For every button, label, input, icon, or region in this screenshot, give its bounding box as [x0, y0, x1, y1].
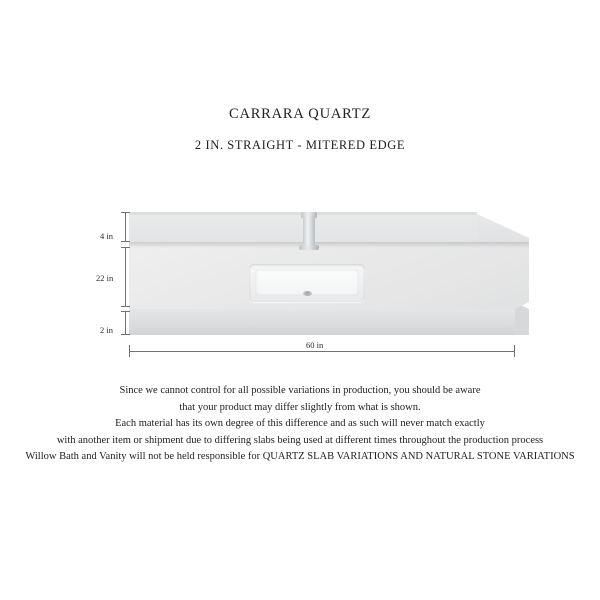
disclaimer-line-3: Each material has its own degree of this difference and as such will never match exactly: [115, 418, 485, 429]
backsplash-shadow: [129, 242, 529, 248]
dim-tick-width-right: [514, 345, 515, 357]
disclaimer-line-5: Willow Bath and Vanity will not be held responsible for QUARTZ SLAB VARIATIONS AND NATURAL STONE VARIATIONS: [25, 451, 575, 462]
backsplash-right-return: [477, 214, 529, 242]
dim-label-edge-thickness: 2 in: [100, 325, 113, 335]
page-title: CARRARA QUARTZ: [228, 106, 372, 122]
dim-tick-width-left: [129, 345, 130, 357]
disclaimer-line-4: with another item or shipment due to differing slabs being used at different times throughout the production process: [56, 434, 544, 446]
dim-tick-edge-top: [121, 311, 130, 312]
dim-line-edge-thickness: [125, 311, 126, 335]
disclaimer-text: [0, 383, 600, 466]
page-subtitle: 2 IN. STRAIGHT - MITERED EDGE: [194, 138, 406, 152]
dim-line-depth: [125, 247, 126, 307]
dim-label-width: 60 in: [303, 340, 326, 350]
faucet-base: [299, 245, 319, 250]
faucet-spout: [303, 216, 315, 246]
dim-line-backsplash-height: [125, 212, 126, 242]
vanity-top-illustration: [129, 212, 529, 340]
dim-tick-backsplash-bottom: [121, 241, 130, 242]
dim-tick-depth-top: [121, 247, 130, 248]
dim-tick-depth-bottom: [121, 306, 130, 307]
countertop-front-edge: [129, 309, 515, 335]
dim-tick-backsplash-top: [121, 212, 130, 213]
rectangular-undermount-sink: [249, 264, 365, 302]
dim-label-backsplash-height: 4 in: [100, 231, 113, 241]
disclaimer-line-2: that your product may differ slightly from what is shown.: [179, 401, 421, 413]
dim-label-depth: 22 in: [96, 273, 114, 283]
dim-line-width: [129, 351, 515, 352]
disclaimer-line-1: Since we cannot control for all possible variations in production, you should be aware: [119, 385, 481, 396]
sink-drain-icon: [303, 291, 312, 296]
dim-tick-edge-bottom: [121, 334, 130, 335]
